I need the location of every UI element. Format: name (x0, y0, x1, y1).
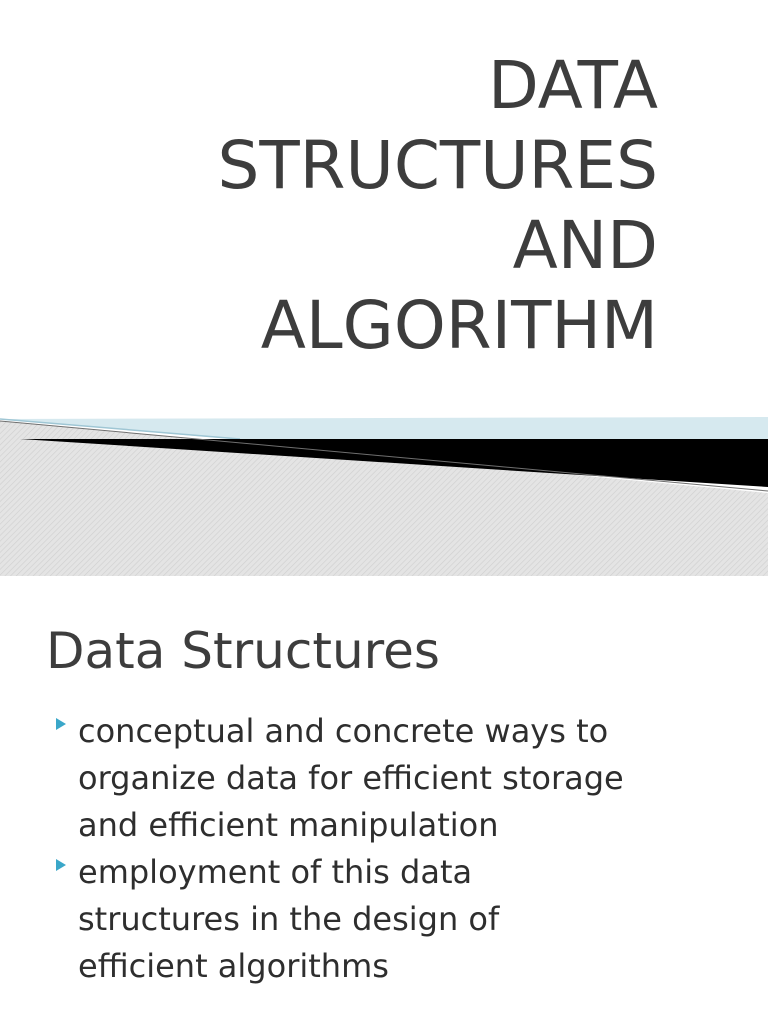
bullet-line: employment of this data (78, 853, 473, 891)
title-line: AND (512, 207, 658, 284)
bullet-line: and efficient manipulation (78, 806, 499, 844)
bullet-line: structures in the design of (78, 900, 500, 938)
bullet-item (56, 708, 746, 849)
triangle-bullet-icon (56, 859, 66, 871)
slide-heading: Data Structures (46, 622, 440, 680)
slide-title (217, 46, 658, 366)
bullet-line: organize data for efficient storage (78, 759, 624, 797)
title-line: DATA (487, 47, 658, 124)
title-line: ALGORITHM (260, 287, 658, 364)
bullet-line: conceptual and concrete ways to (78, 712, 609, 750)
bullet-line: efficient algorithms (78, 947, 389, 985)
bullet-item (56, 849, 746, 990)
decorative-banner (0, 405, 768, 576)
title-line: STRUCTURES (217, 127, 658, 204)
content-slide (0, 576, 768, 1024)
triangle-bullet-icon (56, 718, 66, 730)
bullet-list (56, 708, 746, 990)
